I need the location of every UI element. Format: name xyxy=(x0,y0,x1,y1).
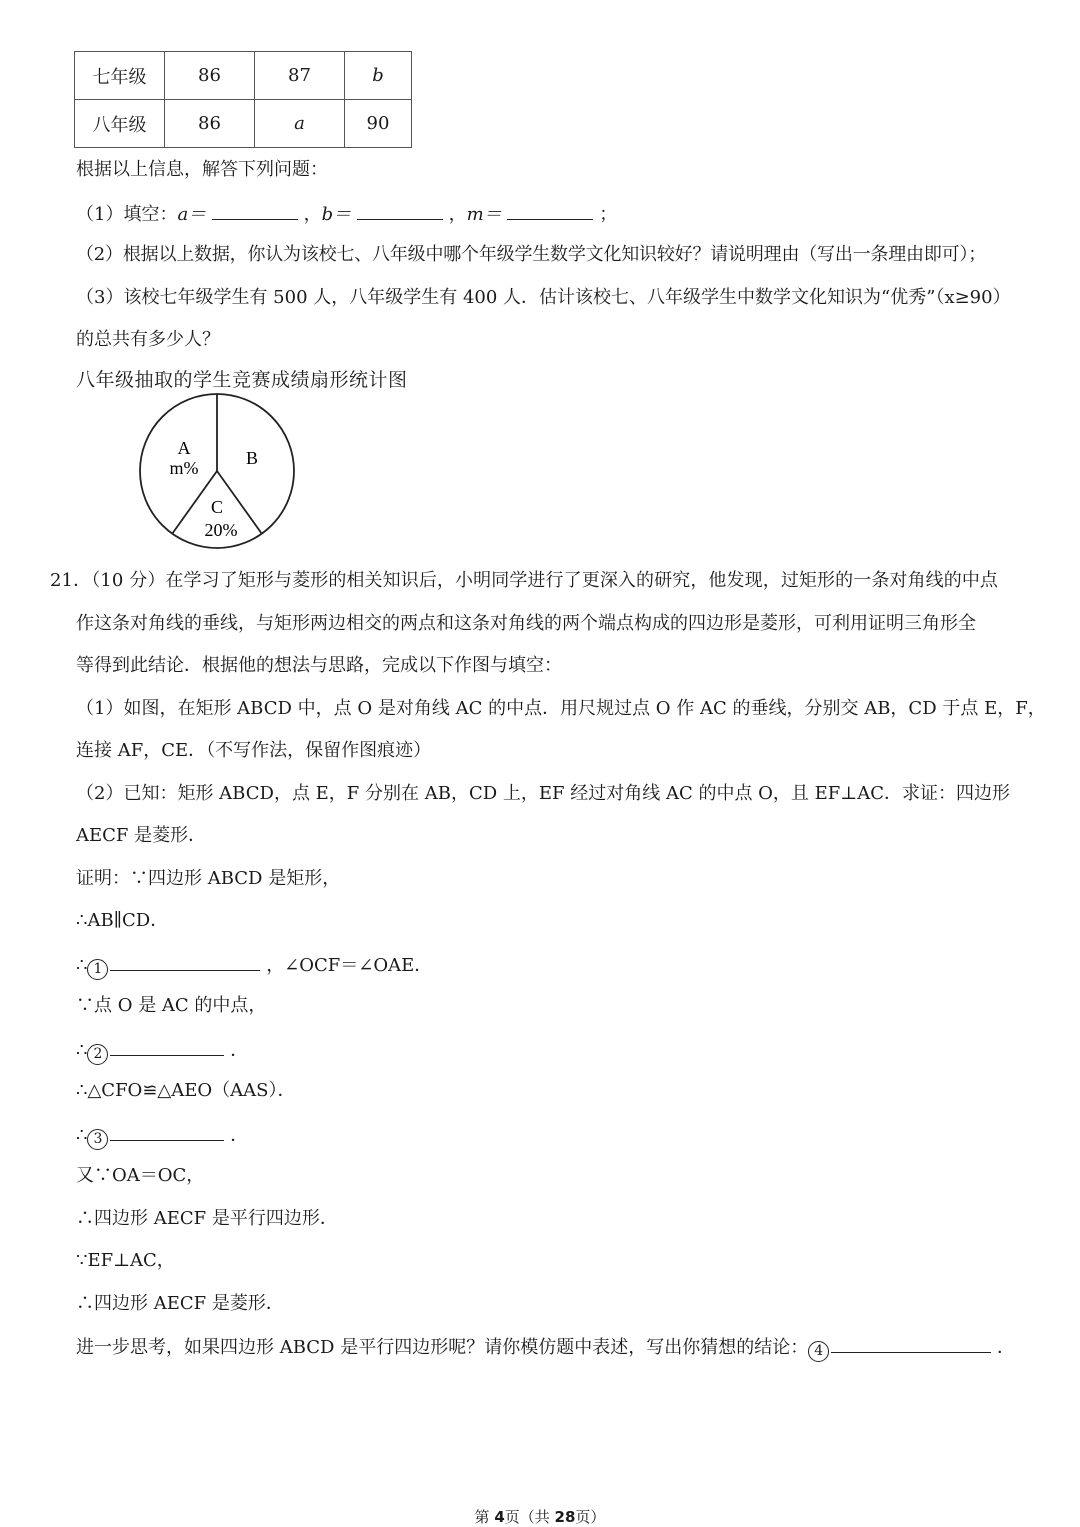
proof-line: ∴四边形 AECF 是平行四边形． xyxy=(76,1208,338,1229)
q20-intro: 根据以上信息，解答下列问题： xyxy=(76,159,328,180)
answer-blank-m[interactable] xyxy=(507,201,593,220)
q21-part1-line2: 连接 AF，CE．（不写作法，保留作图痕迹） xyxy=(76,740,432,761)
slice-label-b: B xyxy=(245,448,259,468)
q20-b-label: b＝ xyxy=(321,204,352,225)
proof-step-1 xyxy=(76,952,432,980)
q20-a-label: a＝ xyxy=(177,204,207,225)
q20-part3-line2: 的总共有多少人？ xyxy=(76,329,220,350)
further-thinking-end: ． xyxy=(996,1337,1015,1358)
slice-value-c: 20% xyxy=(204,520,238,540)
slice-label-a: A xyxy=(177,438,191,458)
circled-number-3: 3 xyxy=(87,1129,108,1150)
proof-line: ∴四边形 AECF 是菱形． xyxy=(76,1293,284,1314)
proof-step-2-end: ． xyxy=(230,1040,249,1061)
footer-suffix: 页） xyxy=(575,1508,606,1526)
q21-line1: 21．（10 分）在学习了矩形与菱形的相关知识后，小明同学进行了更深入的研究，他发现，过矩形的一条对角线的中点 xyxy=(50,570,999,591)
further-thinking xyxy=(76,1334,1015,1362)
table-cell: 87 xyxy=(255,52,345,100)
q21-part2-line1: （2）已知：矩形 ABCD，点 E，F 分别在 AB，CD 上，EF 经过对角线 AC 的中点 O，且 EF⊥AC．求证：四边形 xyxy=(76,783,1010,804)
answer-blank-b[interactable] xyxy=(357,201,443,220)
table-cell-grade: 八年级 xyxy=(75,100,165,148)
proof-line: ∴△CFO≌△AEO（AAS）． xyxy=(76,1080,296,1101)
table-cell: a xyxy=(255,100,345,148)
table-cell: 90 xyxy=(345,100,412,148)
proof-line: 证明：∵四边形 ABCD 是矩形， xyxy=(76,868,341,889)
therefore-symbol: ∴ xyxy=(76,955,88,976)
proof-line: 又∵OA＝OC， xyxy=(76,1165,205,1186)
proof-line: ∵点 O 是 AC 的中点， xyxy=(76,995,267,1016)
chart-title: 八年级抽取的学生竞赛成绩扇形统计图 xyxy=(76,369,408,391)
footer-middle: 页（共 xyxy=(504,1508,555,1526)
table-row xyxy=(75,52,412,100)
further-thinking-text: 进一步思考，如果四边形 ABCD 是平行四边形呢？请你模仿题中表述，写出你猜想的结论： xyxy=(76,1337,809,1358)
proof-step-3-end: ． xyxy=(230,1125,249,1146)
footer-prefix: 第 xyxy=(474,1508,495,1526)
score-table xyxy=(74,51,412,148)
q21-part1-line1: （1）如图，在矩形 ABCD 中，点 O 是对角线 AC 的中点．用尺规过点 O 作 AC 的垂线，分别交 AB，CD 于点 E，F， xyxy=(76,698,1046,719)
pie-chart xyxy=(120,388,320,556)
slice-label-c: C xyxy=(210,497,224,517)
proof-line: ∴AB∥CD． xyxy=(76,910,169,931)
proof-step-2 xyxy=(76,1037,248,1065)
answer-blank-4[interactable] xyxy=(831,1334,991,1353)
table-cell-grade: 七年级 xyxy=(75,52,165,100)
proof-line: ∵EF⊥AC， xyxy=(76,1250,175,1271)
circled-number-2: 2 xyxy=(87,1044,108,1065)
q20-part2: （2）根据以上数据，你认为该校七、八年级中哪个年级学生数学文化知识较好？请说明理由（写出一条理由即可）； xyxy=(76,244,987,265)
circled-number-1: 1 xyxy=(87,959,108,980)
proof-step-3 xyxy=(76,1122,248,1150)
q20-part1-end: ； xyxy=(599,204,618,225)
q20-part3-line1: （3）该校七年级学生有 500 人，八年级学生有 400 人．估计该校七、八年级学生中数学文化知识为“优秀”（x≥90） xyxy=(76,287,1011,308)
table-cell: b xyxy=(345,52,412,100)
answer-blank-1[interactable] xyxy=(110,952,260,971)
slice-value-a: m% xyxy=(169,458,199,478)
footer-total-pages: 28 xyxy=(554,1508,576,1526)
circled-number-4: 4 xyxy=(808,1341,829,1362)
answer-blank-3[interactable] xyxy=(110,1122,224,1141)
q20-part1-prefix: （1）填空： xyxy=(76,204,178,225)
therefore-symbol: ∴ xyxy=(76,1040,88,1061)
proof-step-1-text: ，∠OCF＝∠OAE． xyxy=(266,955,433,976)
q21-line3: 等得到此结论．根据他的想法与思路，完成以下作图与填空： xyxy=(76,655,562,676)
footer-page-number: 4 xyxy=(494,1508,505,1526)
answer-blank-2[interactable] xyxy=(110,1037,224,1056)
q20-part1: （1）填空：a＝ ，b＝ ，m＝ ； xyxy=(76,201,617,227)
q20-m-label: m＝ xyxy=(466,204,502,225)
table-cell: 86 xyxy=(165,52,255,100)
q21-line2: 作这条对角线的垂线，与矩形两边相交的两点和这条对角线的两个端点构成的四边形是菱形，可利用证明三角形全 xyxy=(76,613,976,634)
q21-part2-line2: AECF 是菱形． xyxy=(76,825,207,846)
answer-blank-a[interactable] xyxy=(212,201,298,220)
table-row xyxy=(75,100,412,148)
table-cell: 86 xyxy=(165,100,255,148)
page-footer xyxy=(0,1506,1080,1527)
therefore-symbol: ∴ xyxy=(76,1125,88,1146)
